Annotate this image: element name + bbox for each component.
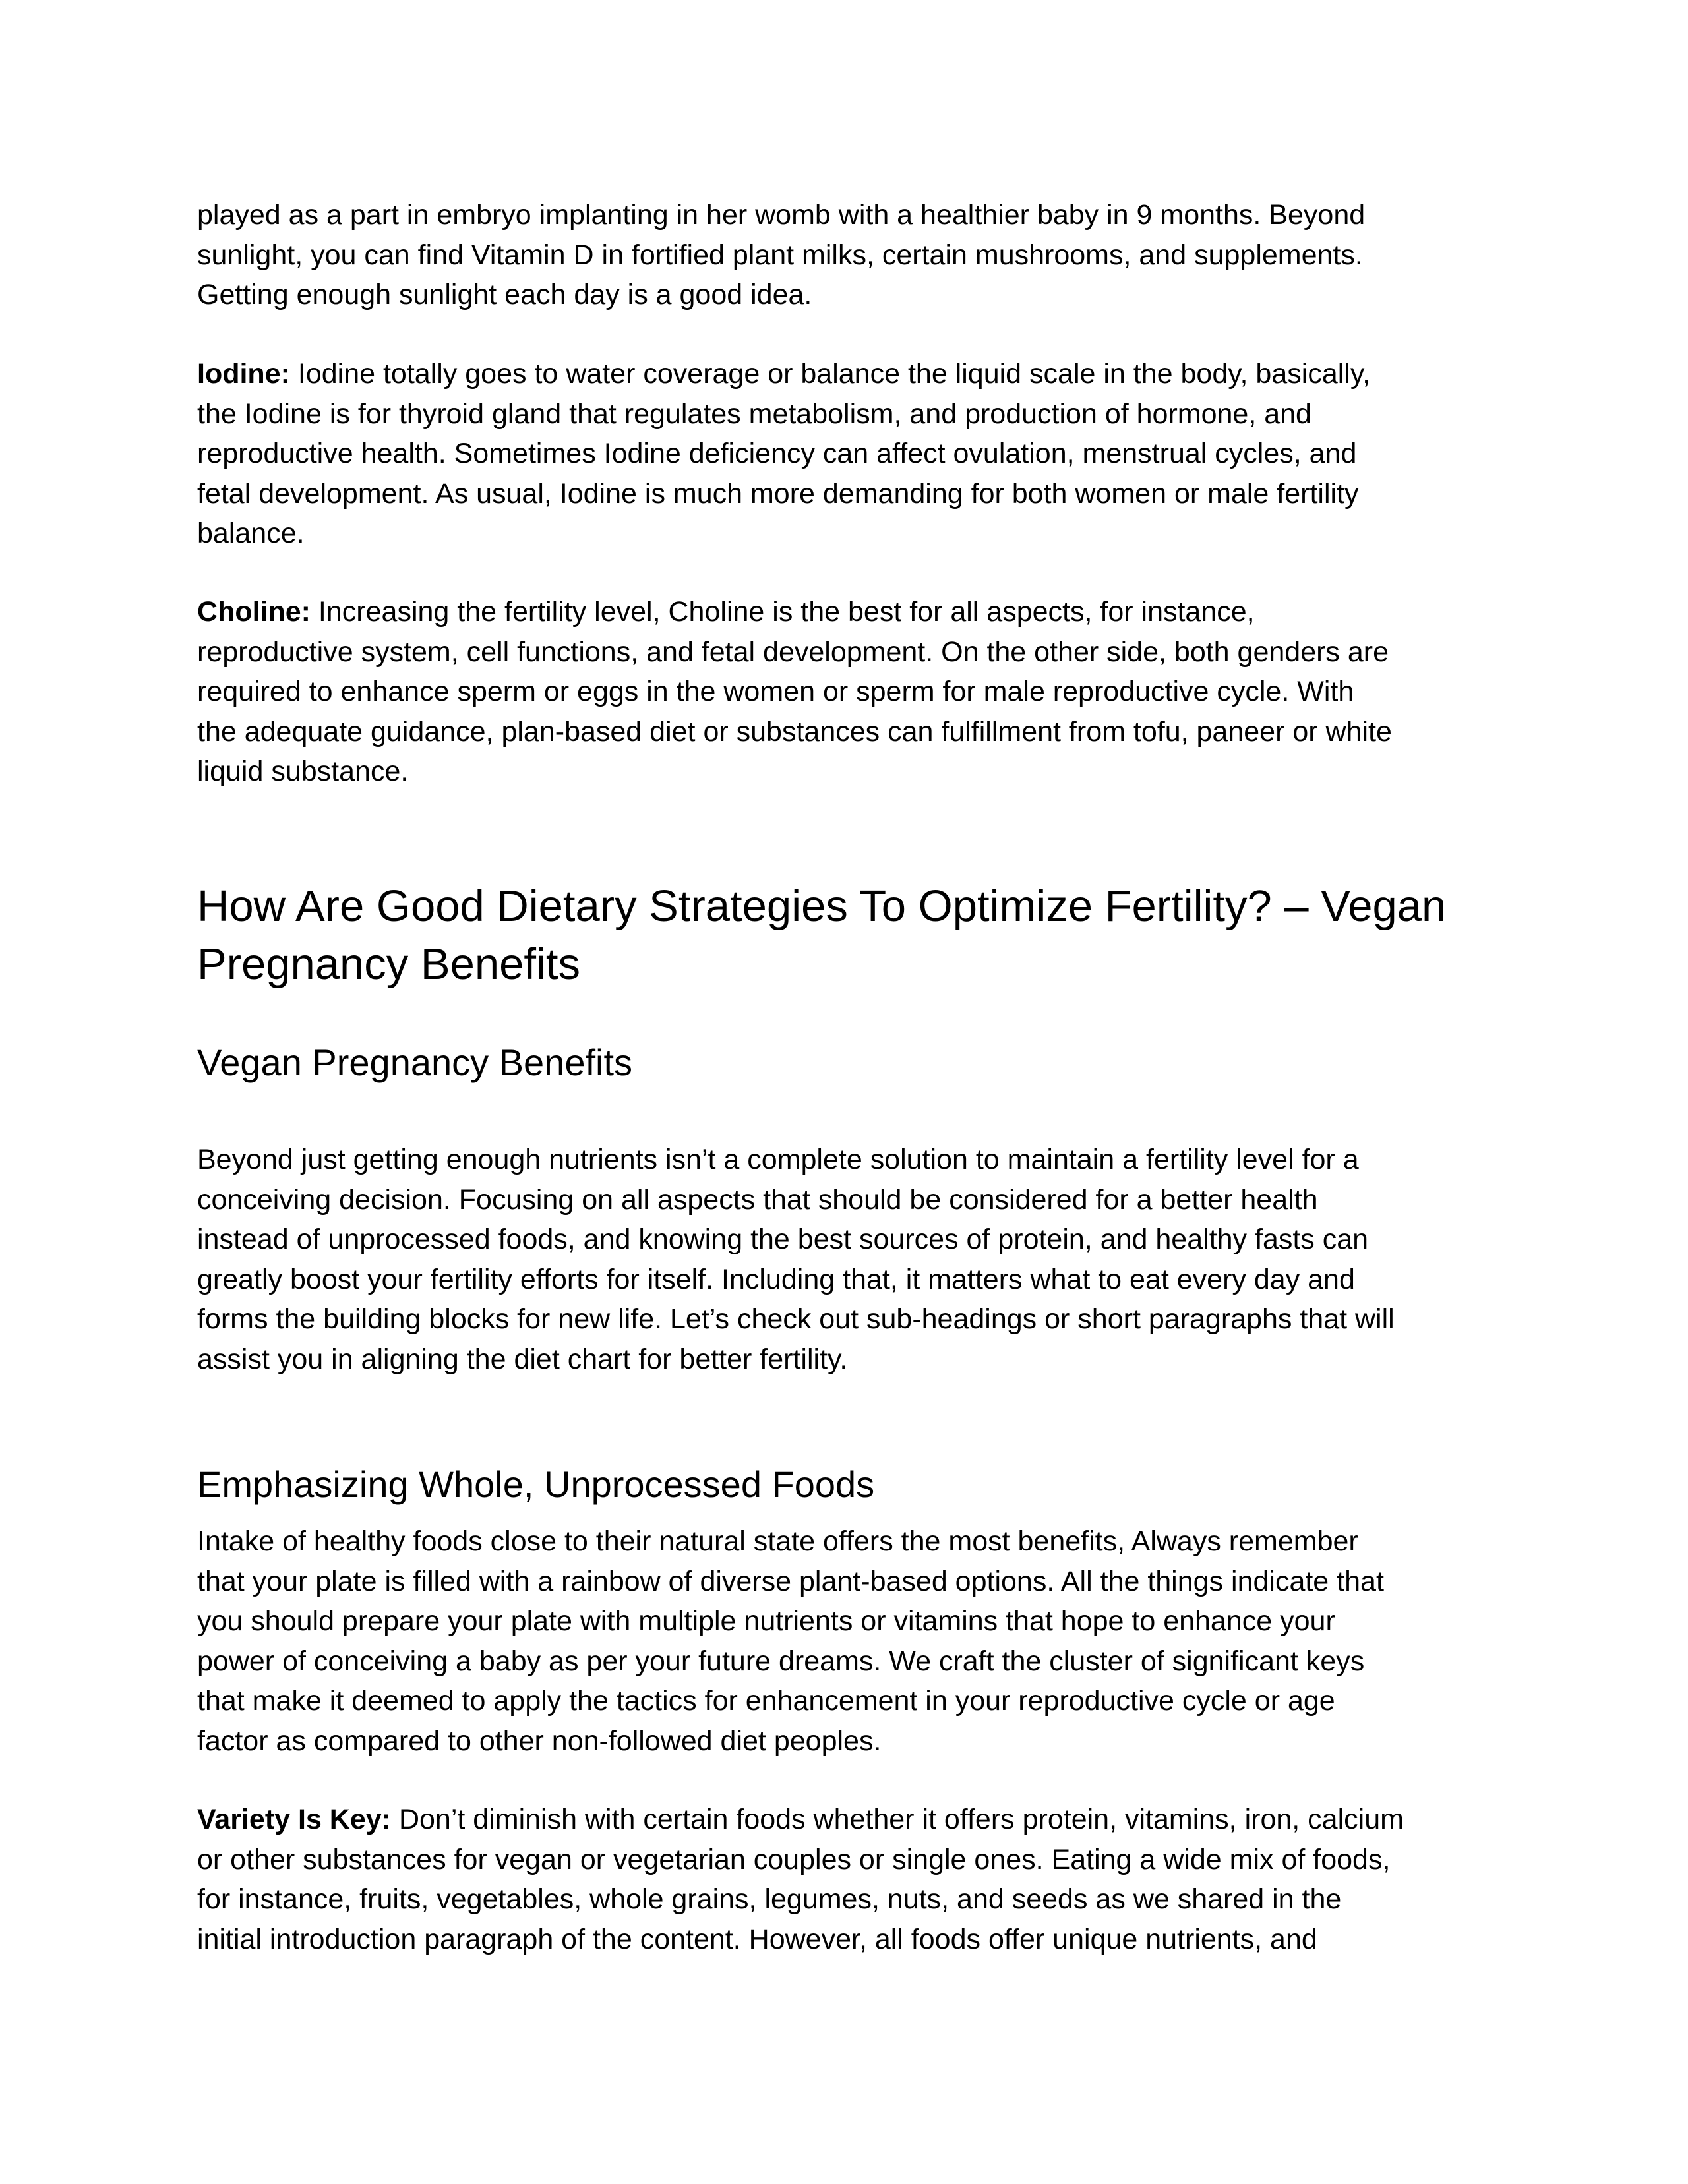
text-line: power of conceiving a baby as per your future dreams. We craft the cluster of significant keys xyxy=(197,1645,1365,1677)
text-line: that make it deemed to apply the tactics for enhancement in your reproductive cycle or age xyxy=(197,1685,1335,1717)
text-span: Increasing the fertility level, Choline is the best for all aspects, for instance, xyxy=(310,596,1255,628)
text-line: assist you in aligning the diet chart for better fertility. xyxy=(197,1343,848,1375)
text-line: conceiving decision. Focusing on all aspects that should be considered for a better health xyxy=(197,1183,1318,1216)
choline-paragraph xyxy=(197,592,1516,792)
choline-label: Choline: xyxy=(197,596,311,628)
subheading-vegan-pregnancy-benefits: Vegan Pregnancy Benefits xyxy=(197,1042,633,1083)
text-line: the adequate guidance, plan-based diet or substances can fulfillment from tofu, paneer or white xyxy=(197,715,1392,748)
text-line: the Iodine is for thyroid gland that regulates metabolism, and production of hormone, and xyxy=(197,398,1311,430)
text-line: you should prepare your plate with multiple nutrients or vitamins that hope to enhance your xyxy=(197,1605,1335,1637)
variety-label: Variety Is Key: xyxy=(197,1804,392,1835)
text-line: Getting enough sunlight each day is a good idea. xyxy=(197,279,812,310)
beyond-paragraph xyxy=(197,1140,1516,1379)
text-span: Don’t diminish with certain foods whether it offers protein, vitamins, iron, calcium xyxy=(391,1804,1404,1835)
heading-line: Pregnancy Benefits xyxy=(197,939,581,989)
text-line: balance. xyxy=(197,517,305,549)
text-line: factor as compared to other non-followed diet peoples. xyxy=(197,1725,882,1757)
text-line: liquid substance. xyxy=(197,755,409,787)
text-line: that your plate is filled with a rainbow of diverse plant-based options. All the things indicate that xyxy=(197,1565,1384,1597)
text-line: played as a part in embryo implanting in her womb with a healthier baby in 9 months. Beyond xyxy=(197,199,1366,231)
vitamin-d-paragraph-continued xyxy=(197,195,1516,315)
text-line: forms the building blocks for new life. Let’s check out sub-headings or short paragraphs that will xyxy=(197,1303,1395,1335)
iodine-label: Iodine: xyxy=(197,358,290,390)
text-line: required to enhance sperm or eggs in the women or sperm for male reproductive cycle. With xyxy=(197,676,1354,707)
text-line: Intake of healthy foods close to their natural state offers the most benefits, Always remember xyxy=(197,1525,1358,1557)
section-heading xyxy=(197,877,1516,993)
text-line: Beyond just getting enough nutrients isn’t a complete solution to maintain a fertility level for a xyxy=(197,1144,1359,1175)
text-line xyxy=(197,354,1516,394)
text-span: Iodine totally goes to water coverage or balance the liquid scale in the body, basically, xyxy=(289,358,1371,390)
text-line: sunlight, you can find Vitamin D in fortified plant milks, certain mushrooms, and supplements. xyxy=(197,239,1363,271)
text-line: reproductive health. Sometimes Iodine deficiency can affect ovulation, menstrual cycles, and xyxy=(197,438,1357,469)
text-line: initial introduction paragraph of the content. However, all foods offer unique nutrients, and xyxy=(197,1923,1317,1955)
text-line: greatly boost your fertility efforts for itself. Including that, it matters what to eat every day and xyxy=(197,1263,1355,1295)
heading-line: How Are Good Dietary Strategies To Optimize Fertility? – Vegan xyxy=(197,881,1447,931)
text-line: or other substances for vegan or vegetarian couples or single ones. Eating a wide mix of foods, xyxy=(197,1843,1391,1875)
text-line xyxy=(197,1800,1516,1840)
text-line: fetal development. As usual, Iodine is much more demanding for both women or male fertility xyxy=(197,477,1359,510)
subheading-whole-foods: Emphasizing Whole, Unprocessed Foods xyxy=(197,1463,875,1505)
intake-paragraph xyxy=(197,1521,1516,1761)
text-line: for instance, fruits, vegetables, whole grains, legumes, nuts, and seeds as we shared in the xyxy=(197,1883,1342,1915)
iodine-paragraph xyxy=(197,354,1516,554)
variety-paragraph xyxy=(197,1800,1516,1959)
text-line: reproductive system, cell functions, and fetal development. On the other side, both genders are xyxy=(197,635,1389,668)
text-line: instead of unprocessed foods, and knowing the best sources of protein, and healthy fasts can xyxy=(197,1224,1369,1255)
text-line xyxy=(197,592,1516,632)
